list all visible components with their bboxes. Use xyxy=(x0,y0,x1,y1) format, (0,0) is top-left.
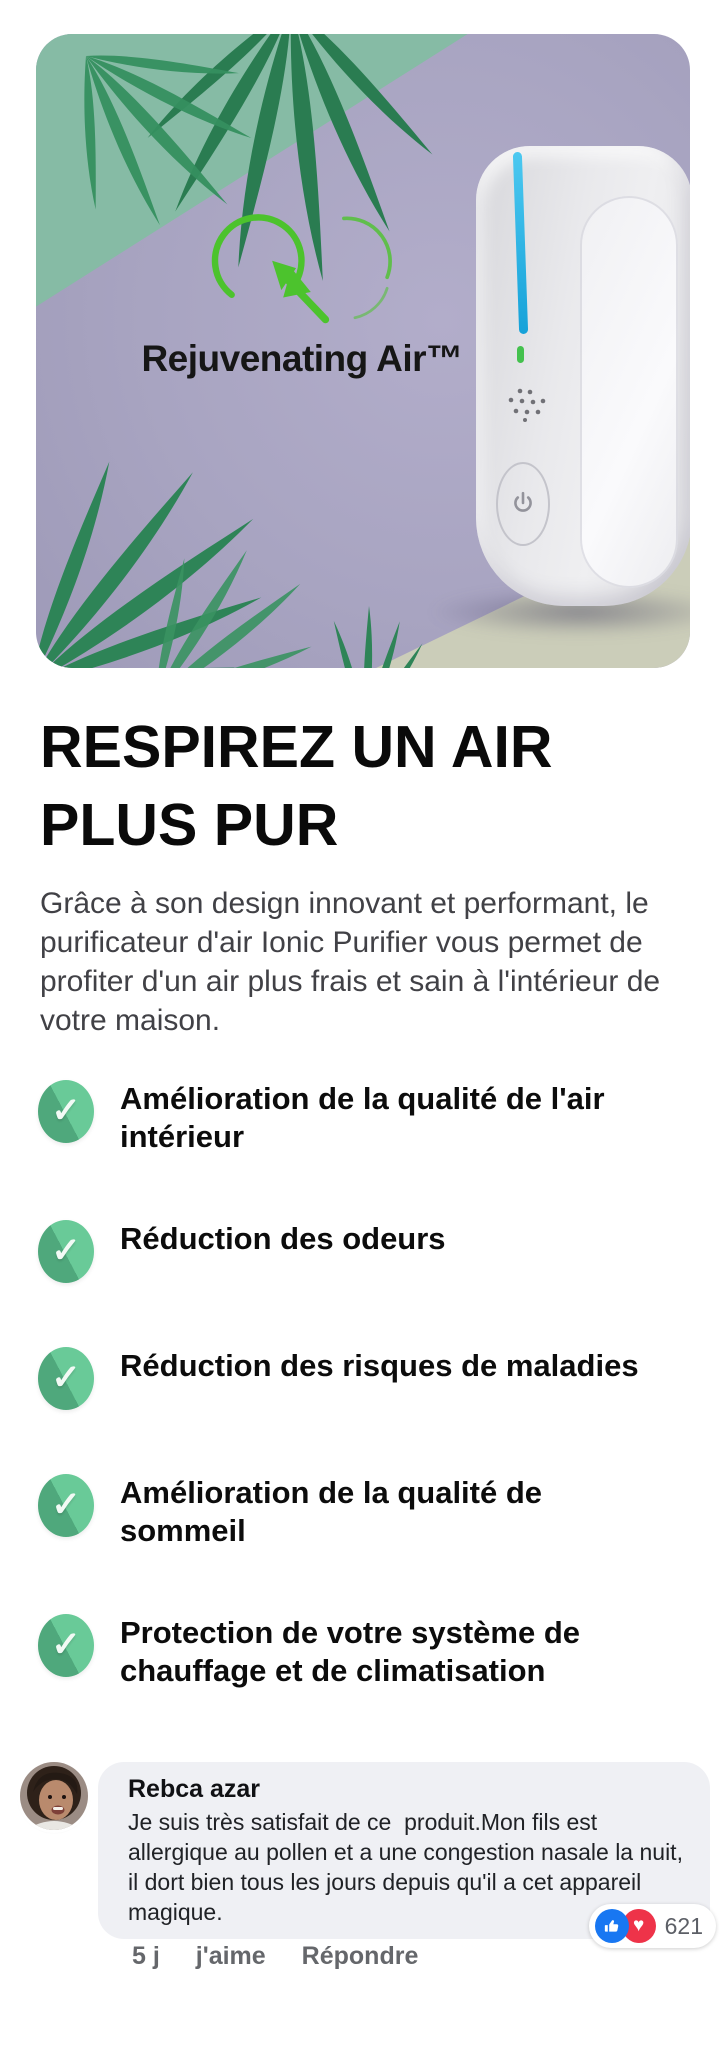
benefit-label: Protection de votre système de chauffage et de climatisation xyxy=(120,1615,580,1688)
benefit-item xyxy=(38,1614,698,1690)
comment-text: Je suis très satisfait de ce produit.Mon fils est allergique au pollen et a une congestion nasale la nuit, il dort bien tous les jours depuis qu'il a cet appareil magique. xyxy=(128,1809,690,1925)
comment-section xyxy=(0,1762,726,1984)
avatar-photo xyxy=(20,1762,88,1830)
device-front-panel xyxy=(580,196,678,588)
device-led-strip xyxy=(513,152,528,334)
check-icon xyxy=(38,1347,94,1410)
benefits-list xyxy=(38,1080,698,1690)
product-image xyxy=(36,34,690,668)
benefit-item xyxy=(38,1220,698,1283)
like-reaction-icon xyxy=(595,1909,629,1943)
air-purifier-device xyxy=(476,146,690,606)
brand-logo xyxy=(132,200,472,380)
page-title-line2: PLUS PUR xyxy=(40,792,339,858)
page-title xyxy=(40,708,686,864)
check-glyph: ✓ xyxy=(51,1357,81,1397)
check-icon xyxy=(38,1220,94,1283)
reaction-badge[interactable] xyxy=(589,1904,716,1948)
heart-glyph: ♥ xyxy=(632,1914,645,1936)
comment-time: 5 j xyxy=(132,1942,160,1970)
check-icon xyxy=(38,1474,94,1537)
check-glyph: ✓ xyxy=(51,1484,81,1524)
avatar[interactable] xyxy=(20,1762,88,1830)
benefit-label: Amélioration de la qualité de sommeil xyxy=(120,1475,543,1548)
device-vent-holes xyxy=(502,386,554,422)
check-glyph: ✓ xyxy=(51,1624,81,1664)
palm-leaf-bottom-decoration xyxy=(36,429,456,668)
check-icon xyxy=(38,1614,94,1677)
benefit-label: Amélioration de la qualité de l'air intérieur xyxy=(120,1081,605,1154)
benefit-item xyxy=(38,1080,698,1156)
thumbs-up-icon xyxy=(602,1917,621,1936)
reply-button[interactable]: Répondre xyxy=(301,1942,419,1970)
comment-author[interactable]: Rebca azar xyxy=(128,1775,261,1803)
device-body xyxy=(476,146,690,606)
recycle-arrows-icon xyxy=(195,200,410,338)
benefit-label: Réduction des odeurs xyxy=(120,1221,446,1256)
benefit-label: Réduction des risques de maladies xyxy=(120,1348,639,1383)
brand-name: Rejuvenating Air™ xyxy=(141,338,463,379)
page-title-line1: RESPIREZ UN AIR xyxy=(40,714,553,780)
device-power-button xyxy=(496,462,550,546)
comment-actions xyxy=(132,1942,418,1971)
check-glyph: ✓ xyxy=(51,1230,81,1270)
benefit-item xyxy=(38,1347,698,1410)
check-icon xyxy=(38,1080,94,1143)
power-icon xyxy=(510,489,536,519)
reaction-count: 621 xyxy=(664,1912,703,1939)
device-led-indicator xyxy=(517,346,524,363)
benefit-item xyxy=(38,1474,698,1550)
check-glyph: ✓ xyxy=(51,1090,81,1130)
intro-paragraph: Grâce à son design innovant et performant, le purificateur d'air Ionic Purifier vous permet de profiter d'un air plus frais et sain à l'intérieur de votre maison. xyxy=(40,887,661,1037)
like-button[interactable]: j'aime xyxy=(195,1942,266,1970)
